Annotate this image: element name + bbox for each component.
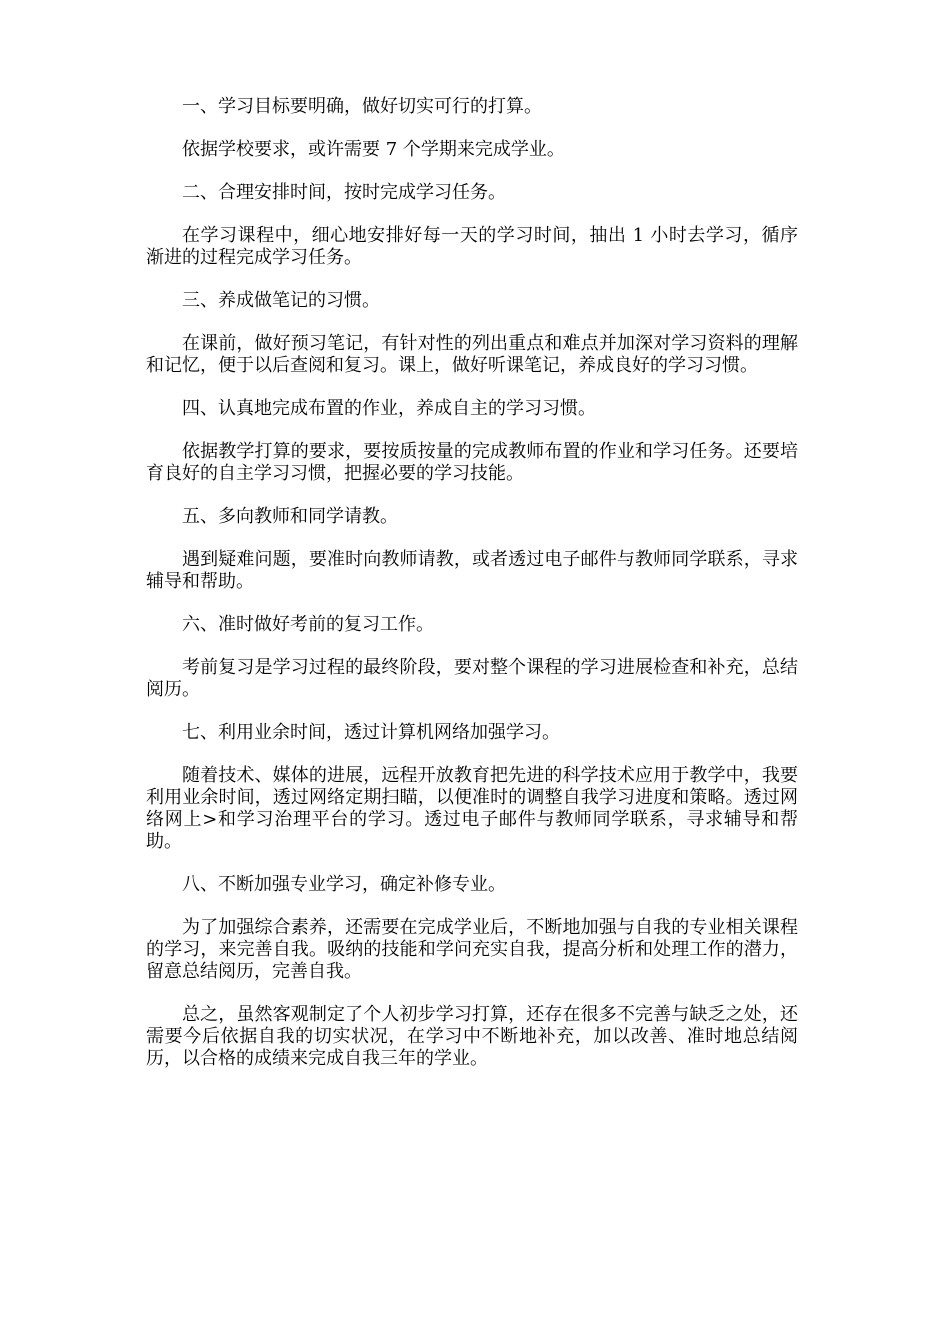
body-paragraph: 在课前，做好预习笔记，有针对性的列出重点和难点并加深对学习资料的理解和记忆，便于以后查阅和复习。课上，做好听课笔记，养成良好的学习习惯。	[146, 333, 798, 376]
document-body	[146, 96, 798, 1091]
heading-spare-time: 七、利用业余时间，透过计算机网络加强学习。	[182, 722, 560, 743]
conclusion-paragraph: 总之，虽然客观制定了个人初步学习打算，还存在很多不完善与缺乏之处，还需要今后依据自我的切实状况，在学习中不断地补充，加以改善、准时地总结阅历，以合格的成绩来完成自我三年的学业。	[146, 1004, 798, 1069]
body-paragraph: 在学习课程中，细心地安排好每一天的学习时间，抽出 1 小时去学习，循序渐进的过程完成学习任务。	[146, 225, 798, 268]
heading-exam-review: 六、准时做好考前的复习工作。	[182, 614, 434, 635]
heading-time: 二、合理安排时间，按时完成学习任务。	[182, 182, 506, 203]
body-paragraph: 考前复习是学习过程的最终阶段，要对整个课程的学习进展检查和补充，总结阅历。	[146, 657, 798, 700]
heading-ask-teachers: 五、多向教师和同学请教。	[182, 506, 398, 527]
heading-homework: 四、认真地完成布置的作业，养成自主的学习习惯。	[182, 398, 596, 419]
heading-goal: 一、学习目标要明确，做好切实可行的打算。	[182, 96, 542, 117]
body-paragraph: 依据学校要求，或许需要 7 个学期来完成学业。	[182, 139, 565, 160]
body-paragraph: 依据教学打算的要求，要按质按量的完成教师布置的作业和学习任务。还要培育良好的自主学习习惯，把握必要的学习技能。	[146, 441, 798, 484]
heading-notes: 三、养成做笔记的习惯。	[182, 290, 380, 311]
body-paragraph: 随着技术、媒体的进展，远程开放教育把先进的科学技术应用于教学中，我要利用业余时间，透过网络定期扫瞄，以便准时的调整自我学习进度和策略。透过网络网上>和学习治理平台的学习。透过电子邮件与教师同学联系，寻求辅导和帮助。	[146, 765, 798, 852]
body-paragraph: 为了加强综合素养，还需要在完成学业后，不断地加强与自我的专业相关课程的学习，来完善自我。吸纳的技能和学问充实自我，提高分析和处理工作的潜力，留意总结阅历，完善自我。	[146, 917, 798, 982]
heading-professional: 八、不断加强专业学习，确定补修专业。	[182, 874, 506, 895]
body-paragraph: 遇到疑难问题，要准时向教师请教，或者透过电子邮件与教师同学联系，寻求辅导和帮助。	[146, 549, 798, 592]
